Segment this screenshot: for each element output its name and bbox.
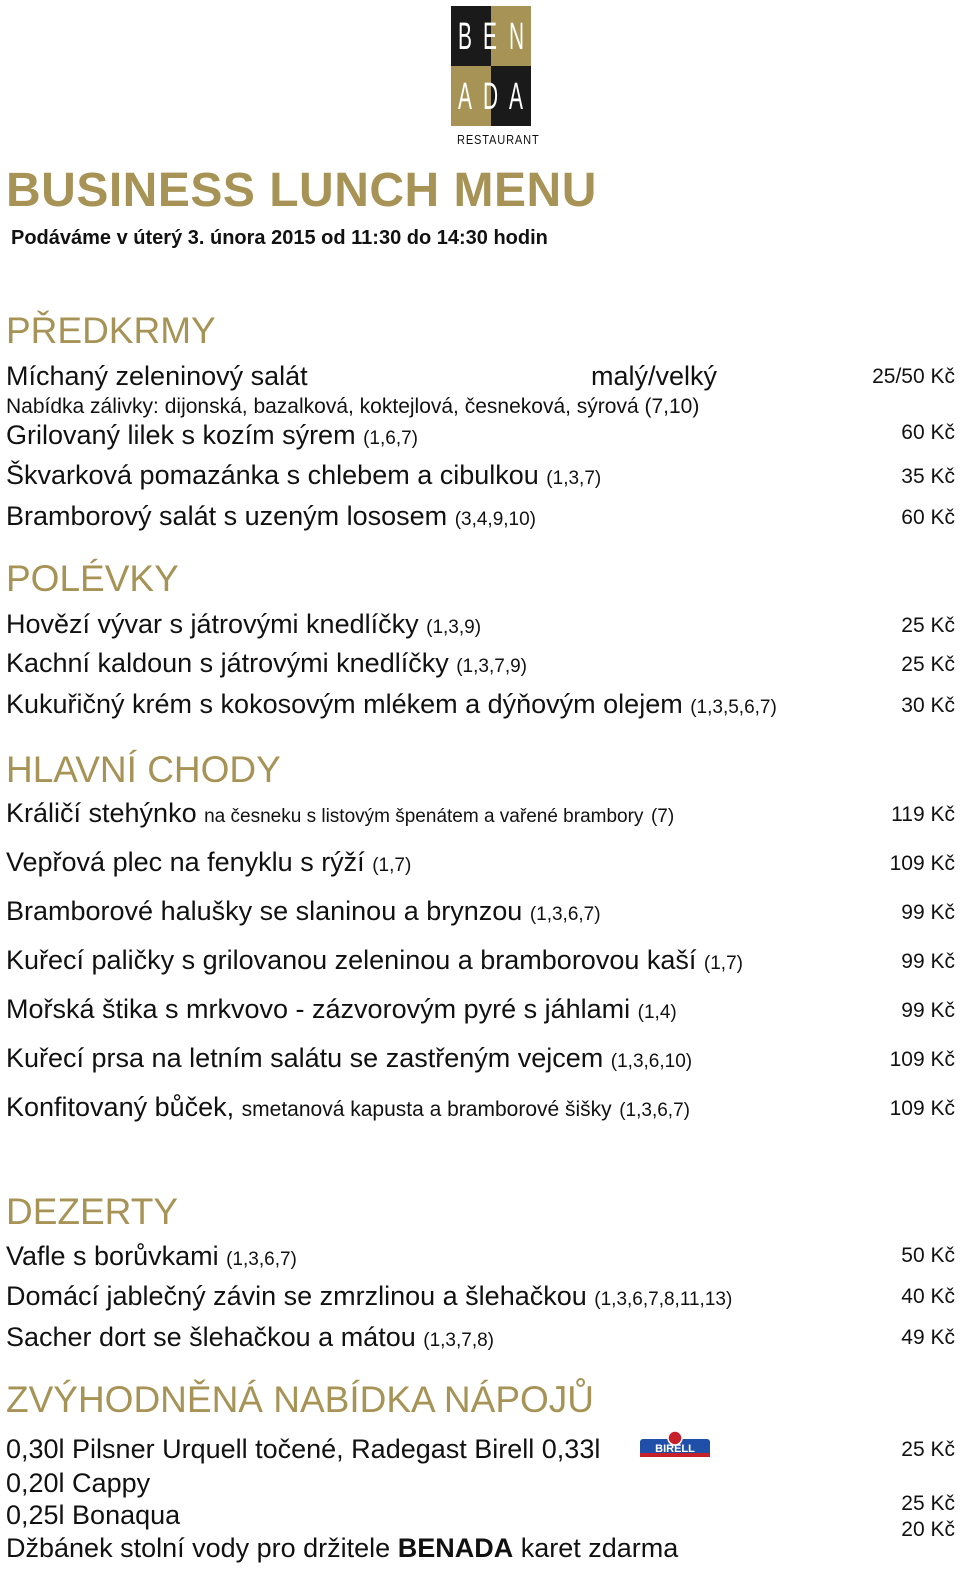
menu-item xyxy=(6,1241,297,1272)
logo-letter: E xyxy=(483,16,497,58)
menu-item xyxy=(6,689,777,720)
menu-item-price: 35 Kč xyxy=(901,465,955,488)
menu-item xyxy=(6,896,601,927)
menu-item-price: 40 Kč xyxy=(901,1285,955,1308)
birell-logo xyxy=(638,1430,712,1460)
menu-item xyxy=(6,945,743,976)
menu-item-price: 109 Kč xyxy=(889,1048,955,1071)
menu-item-name: Hovězí vývar s játrovými knedlíčky xyxy=(6,609,419,639)
logo-letter: B xyxy=(458,16,472,58)
menu-item-description: smetanová kapusta a bramborové šišky xyxy=(241,1098,612,1121)
menu-item-allergens: (1,4) xyxy=(637,1002,677,1023)
menu-item-allergens: (1,3,6,7) xyxy=(529,904,601,925)
menu-item-allergens: (1,7) xyxy=(372,855,412,876)
menu-item xyxy=(6,648,527,679)
menu-item-price: 109 Kč xyxy=(889,1097,955,1120)
dressing-note: Nabídka zálivky: dijonská, bazalková, koktejlová, česneková, sýrová (7,10) xyxy=(6,395,700,418)
logo-letter: D xyxy=(483,76,499,118)
menu-item-allergens: (1,3,7) xyxy=(546,468,602,489)
menu-item-allergens: (1,3,6,7,8,11,13) xyxy=(594,1289,733,1310)
menu-item-name: Škvarková pomazánka s chlebem a cibulkou xyxy=(6,460,539,490)
menu-item-price: 25 Kč xyxy=(901,653,955,676)
menu-item xyxy=(6,1092,690,1123)
menu-item-allergens: (7) xyxy=(650,806,675,827)
menu-item-name: Kuřecí paličky s grilovanou zeleninou a bramborovou kaší xyxy=(6,945,697,975)
menu-item-description: na česneku s listovým špenátem a vařené brambory xyxy=(204,806,644,827)
section-title-desserts: DEZERTY xyxy=(6,1191,179,1232)
menu-item-price: 99 Kč xyxy=(901,950,955,973)
section-title-starters: PŘEDKRMY xyxy=(6,310,216,351)
drink-item-price: 25 Kč xyxy=(901,1492,955,1515)
menu-item-allergens: (1,3,6,7) xyxy=(226,1249,297,1270)
menu-item-size: malý/velký xyxy=(591,361,718,391)
menu-item-allergens: (1,3,7,9) xyxy=(456,656,527,677)
menu-item-price: 25/50 Kč xyxy=(872,365,955,388)
menu-item-name: Sacher dort se šlehačkou a mátou xyxy=(6,1322,416,1352)
birell-logo-text: BIRELL xyxy=(655,1443,695,1455)
menu-item-name: Míchaný zeleninový salát xyxy=(6,361,308,391)
section-title-main-courses: HLAVNÍ CHODY xyxy=(6,749,281,790)
menu-item-name: Grilovaný lilek s kozím sýrem xyxy=(6,420,356,450)
menu-item xyxy=(6,501,536,532)
drink-item xyxy=(6,1533,678,1564)
menu-item-price: 99 Kč xyxy=(901,901,955,924)
menu-item-allergens: (1,6,7) xyxy=(363,428,419,449)
menu-item-price: 119 Kč xyxy=(891,803,955,826)
menu-item-name: Vafle s borůvkami xyxy=(6,1241,219,1271)
menu-item-name: Vepřová plec na fenyklu s rýží xyxy=(6,847,365,877)
menu-item-price: 60 Kč xyxy=(901,506,955,529)
menu-item-price: 30 Kč xyxy=(901,694,955,717)
menu-item-price: 99 Kč xyxy=(901,999,955,1022)
restaurant-logo xyxy=(451,6,540,147)
drink-item-name-pre: Džbánek stolní vody pro držitele xyxy=(6,1533,398,1563)
menu-item-allergens: (1,3,9) xyxy=(426,617,482,638)
menu-item-name: Domácí jablečný závin se zmrzlinou a šlehačkou xyxy=(6,1281,587,1311)
menu-item-name: Kachní kaldoun s játrovými knedlíčky xyxy=(6,648,449,678)
menu-item xyxy=(6,994,677,1025)
menu-title: BUSINESS LUNCH MENU xyxy=(6,164,597,217)
logo-subtitle: RESTAURANT xyxy=(457,132,540,147)
menu-item-allergens: (1,3,7,8) xyxy=(423,1330,495,1351)
section-title-soups: POLÉVKY xyxy=(6,558,179,599)
menu-item-name: Bramborový salát s uzeným lososem xyxy=(6,501,448,531)
drink-item-price: 20 Kč xyxy=(901,1518,955,1541)
menu-item-price: 49 Kč xyxy=(901,1326,955,1349)
menu-item-allergens: (1,3,6,7) xyxy=(619,1100,690,1121)
menu-item xyxy=(6,460,601,491)
drink-item-name-post: karet zdarma xyxy=(513,1533,679,1563)
section-title-drinks: ZVÝHODNĚNÁ NABÍDKA NÁPOJŮ xyxy=(6,1379,595,1420)
drink-item-price: 25 Kč xyxy=(901,1438,955,1461)
menu-item-name: Mořská štika s mrkvovo - zázvorovým pyré s jáhlami xyxy=(6,994,631,1024)
menu-item xyxy=(6,420,418,451)
menu-item-name: Kukuřičný krém s kokosovým mlékem a dýňovým olejem xyxy=(6,689,683,719)
logo-letter: N xyxy=(509,16,525,58)
menu-item-name: Konfitovaný bůček, xyxy=(6,1092,235,1122)
menu-item-price: 50 Kč xyxy=(901,1244,955,1267)
menu-item xyxy=(6,609,481,640)
logo-letter: A xyxy=(458,76,472,118)
menu-item-price: 109 Kč xyxy=(889,852,955,875)
logo-letter: A xyxy=(509,76,523,118)
menu-item xyxy=(6,847,411,878)
drink-item-name: 0,25l Bonaqua xyxy=(6,1500,181,1530)
menu-item-name: Kuřecí prsa na letním salátu se zastřeným vejcem xyxy=(6,1043,604,1073)
menu-item-allergens: (1,3,5,6,7) xyxy=(690,697,777,718)
drink-item-name: 0,20l Cappy xyxy=(6,1468,151,1498)
menu-item-price: 25 Kč xyxy=(901,614,955,637)
menu-item-allergens: (3,4,9,10) xyxy=(454,509,537,530)
drink-item-name: 0,30l Pilsner Urquell točené, Radegast Birell 0,33l xyxy=(6,1434,601,1464)
menu-item-price: 60 Kč xyxy=(901,421,955,444)
menu-item-allergens: (1,7) xyxy=(703,953,743,974)
menu-item xyxy=(6,798,674,829)
drink-item-name-bold: BENADA xyxy=(397,1533,514,1563)
menu-subtitle: Podáváme v úterý 3. února 2015 od 11:30 do 14:30 hodin xyxy=(11,227,548,249)
menu-item-name: Bramborové halušky se slaninou a brynzou xyxy=(6,896,523,926)
menu-item xyxy=(6,1322,494,1353)
menu-item xyxy=(6,1043,692,1074)
menu-item-name: Králičí stehýnko xyxy=(6,798,197,828)
menu-item xyxy=(6,1281,732,1312)
menu-item-allergens: (1,3,6,10) xyxy=(610,1051,693,1072)
